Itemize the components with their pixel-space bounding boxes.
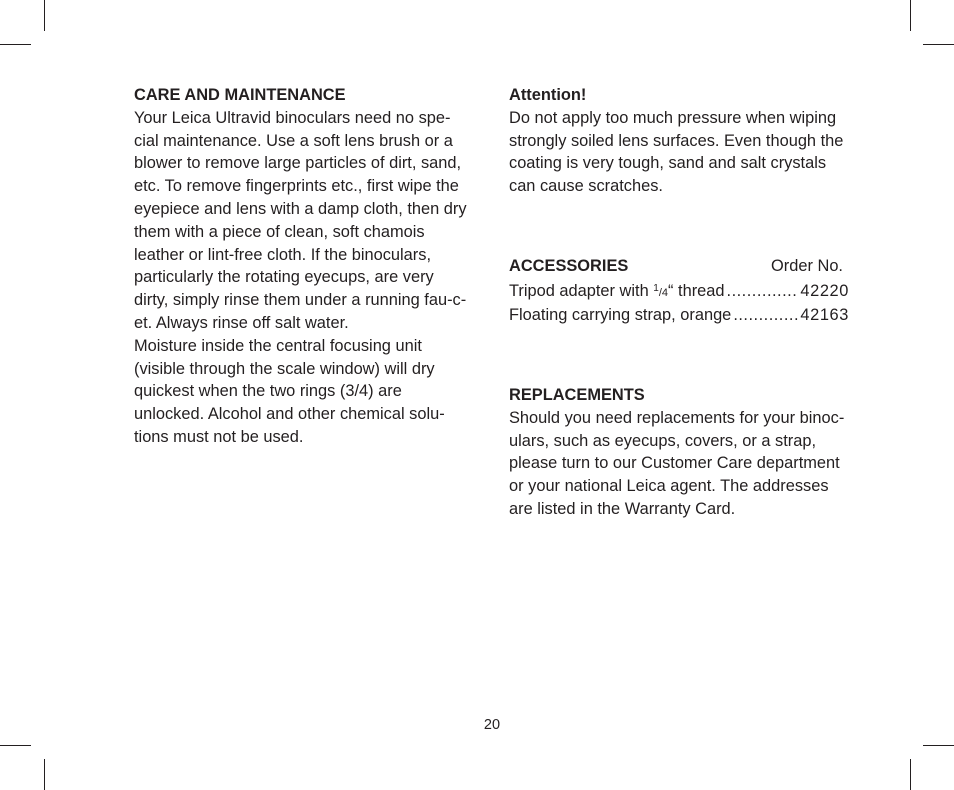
care-line: Moisture inside the central focusing unit — [134, 336, 422, 355]
crop-mark-bottom-right-vertical — [910, 759, 911, 790]
care-line: (visible through the scale window) will dry — [134, 359, 435, 378]
accessory-description: Tripod adapter with $^1$/4“ thread — [509, 281, 725, 300]
care-line: dirty, simply rinse them under a running fau-c- — [134, 291, 467, 310]
accessory-row-carrying-strap — [509, 304, 849, 327]
replacements-line: please turn to our Customer Care department — [509, 454, 840, 473]
care-section — [134, 84, 479, 449]
replacements-line: or your national Leica agent. The addresses — [509, 477, 829, 496]
care-line: them with a piece of clean, soft chamois — [134, 222, 425, 241]
attention-heading: Attention! — [509, 86, 587, 104]
accessories-section — [509, 255, 854, 327]
crop-mark-bottom-left-vertical — [44, 759, 45, 790]
replacements-line: Should you need replacements for your binoc- — [509, 408, 845, 427]
replacements-section — [509, 384, 854, 521]
crop-mark-bottom-right-horizontal — [923, 745, 954, 746]
care-line: eyepiece and lens with a damp cloth, then dry — [134, 199, 467, 218]
care-line: Your Leica Ultravid binoculars need no spe- — [134, 108, 451, 127]
care-line: unlocked. Alcohol and other chemical solu- — [134, 405, 445, 424]
fraction-quarter: $^1$/4 — [653, 282, 669, 299]
care-heading: CARE AND MAINTENANCE — [134, 86, 346, 104]
attention-line: Do not apply too much pressure when wiping — [509, 108, 837, 127]
care-line: etc. To remove fingerprints etc., first wipe the — [134, 177, 459, 196]
page-number: 20 — [483, 717, 501, 733]
care-line: cial maintenance. Use a soft lens brush or a — [134, 131, 453, 150]
care-line: et. Always rinse off salt water. — [134, 313, 349, 332]
order-number-label: Order No. — [771, 256, 843, 275]
accessories-header — [509, 255, 843, 278]
accessory-description: Floating carrying strap, orange — [509, 306, 732, 325]
attention-line: can cause scratches. — [509, 177, 663, 196]
accessories-heading: ACCESSORIES — [509, 256, 629, 275]
right-column — [509, 84, 854, 521]
crop-mark-top-right-horizontal — [923, 44, 954, 45]
care-line: tions must not be used. — [134, 427, 304, 446]
crop-mark-top-left-horizontal — [0, 44, 31, 45]
crop-mark-bottom-left-horizontal — [0, 745, 31, 746]
care-line: particularly the rotating eyecups, are very — [134, 268, 434, 287]
accessory-row-tripod-adapter — [509, 278, 849, 305]
replacements-line: ulars, such as eyecups, covers, or a strap, — [509, 431, 817, 450]
order-number: 42163 — [800, 306, 849, 325]
attention-section — [509, 84, 854, 198]
attention-line: strongly soiled lens surfaces. Even though the — [509, 131, 844, 150]
care-line: blower to remove large particles of dirt, sand, — [134, 154, 462, 173]
crop-mark-top-right-vertical — [910, 0, 911, 31]
order-number: 42220 — [800, 281, 849, 300]
crop-mark-top-left-vertical — [44, 0, 45, 31]
dot-leader — [733, 304, 798, 327]
replacements-heading: REPLACEMENTS — [509, 385, 645, 404]
care-line: leather or lint-free cloth. If the binoculars, — [134, 245, 432, 264]
care-line: quickest when the two rings (3/4) are — [134, 382, 402, 401]
dot-leader — [727, 280, 799, 303]
replacements-line: are listed in the Warranty Card. — [509, 499, 736, 518]
attention-line: coating is very tough, sand and salt crystals — [509, 154, 827, 173]
